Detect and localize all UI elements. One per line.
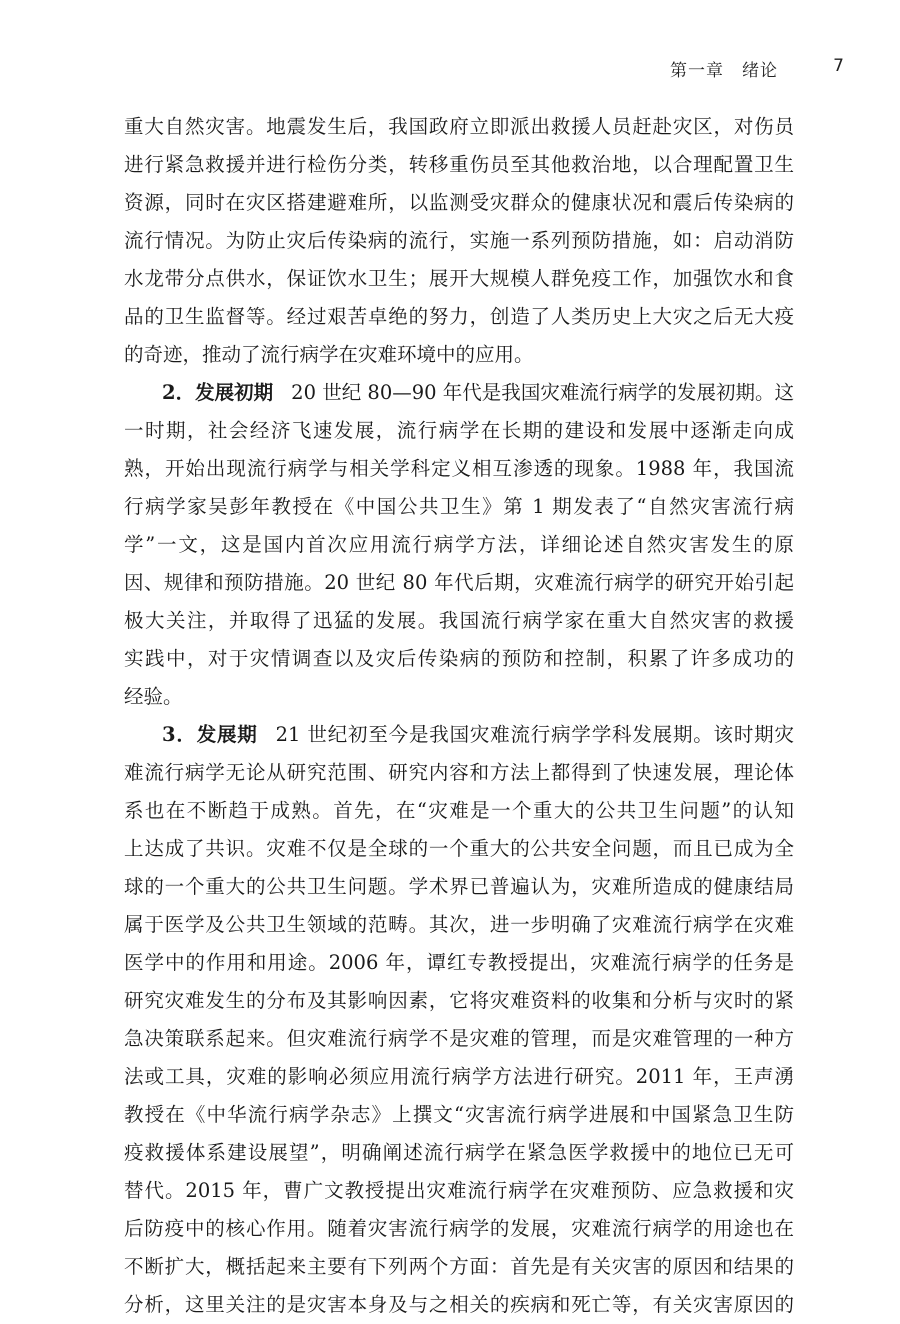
text-line: 急决策联系起来。但灾难流行病学不是灾难的管理，而是灾难管理的一种方 <box>124 1027 794 1050</box>
section-first-line <box>124 716 794 754</box>
text-line: 学”一文，这是国内首次应用流行病学方法，详细论述自然灾害发生的原 <box>124 533 794 556</box>
section-heading: 发展期 <box>196 723 258 746</box>
text-line: 法或工具，灾难的影响必须应用流行病学方法进行研究。2011 年，王声湧 <box>124 1065 794 1088</box>
text-line: 一时期，社会经济飞速发展，流行病学在长期的建设和发展中逐渐走向成 <box>124 419 794 442</box>
text-line: 极大关注，并取得了迅猛的发展。我国流行病学家在重大自然灾害的救援 <box>124 609 794 632</box>
text-line: 球的一个重大的公共卫生问题。学术界已普遍认为，灾难所造成的健康结局 <box>124 875 794 898</box>
section-heading: 发展初期 <box>195 381 274 404</box>
text-line: 流行情况。为防止灾后传染病的流行，实施一系列预防措施，如：启动消防 <box>124 229 794 252</box>
text-line: 进行紧急救援并进行检伤分类，转移重伤员至其他救治地，以合理配置卫生 <box>124 153 794 176</box>
section-number: 3． <box>162 723 197 746</box>
text-run: 20 世纪 80—90 年代是我国灾难流行病学的发展初期。这 <box>291 381 794 404</box>
text-line: 经验。 <box>124 685 183 708</box>
text-line: 不断扩大，概括起来主要有下列两个方面：首先是有关灾害的原因和结果的 <box>124 1255 794 1278</box>
body-text <box>124 108 794 1324</box>
section-first-line <box>124 374 794 412</box>
text-line: 资源，同时在灾区搭建避难所，以监测受灾群众的健康状况和震后传染病的 <box>124 191 794 214</box>
text-line: 上达成了共识。灾难不仅是全球的一个重大的公共安全问题，而且已成为全 <box>124 837 794 860</box>
paragraph-early-development <box>124 374 794 716</box>
text-line: 教授在《中华流行病学杂志》上撰文“灾害流行病学进展和中国紧急卫生防 <box>124 1103 794 1126</box>
text-line: 品的卫生监督等。经过艰苦卓绝的努力，创造了人类历史上大灾之后无大疫 <box>124 305 794 328</box>
text-line: 因、规律和预防措施。20 世纪 80 年代后期，灾难流行病学的研究开始引起 <box>124 571 794 594</box>
text-line: 研究灾难发生的分布及其影响因素，它将灾难资料的收集和分析与灾时的紧 <box>124 989 794 1012</box>
text-line: 疫救援体系建设展望”，明确阐述流行病学在紧急医学救援中的地位已无可 <box>124 1141 794 1164</box>
text-line: 替代。2015 年，曹广文教授提出灾难流行病学在灾难预防、应急救援和灾 <box>124 1179 794 1202</box>
running-head <box>620 56 850 80</box>
text-line: 分析，这里关注的是灾害本身及与之相关的疾病和死亡等，有关灾害原因的 <box>124 1293 794 1316</box>
text-line: 行病学家吴彭年教授在《中国公共卫生》第 1 期发表了“自然灾害流行病 <box>124 495 794 518</box>
chapter-title: 第一章 绪论 <box>670 61 778 81</box>
paragraph-continuation <box>124 108 794 374</box>
text-line: 难流行病学无论从研究范围、研究内容和方法上都得到了快速发展，理论体 <box>124 761 794 784</box>
text-line: 水龙带分点供水，保证饮水卫生；展开大规模人群免疫工作，加强饮水和食 <box>124 267 794 290</box>
page-number: 7 <box>833 56 844 76</box>
text-line: 的奇迹，推动了流行病学在灾难环境中的应用。 <box>124 343 534 366</box>
text-run: 21 世纪初至今是我国灾难流行病学学科发展期。该时期灾 <box>275 723 794 746</box>
text-line: 属于医学及公共卫生领域的范畴。其次，进一步明确了灾难流行病学在灾难 <box>124 913 794 936</box>
text-line: 熟，开始出现流行病学与相关学科定义相互渗透的现象。1988 年，我国流 <box>124 457 794 480</box>
text-line: 系也在不断趋于成熟。首先，在“灾难是一个重大的公共卫生问题”的认知 <box>124 799 794 822</box>
text-line: 重大自然灾害。地震发生后，我国政府立即派出救援人员赶赴灾区，对伤员 <box>124 115 794 138</box>
text-line: 实践中，对于灾情调查以及灾后传染病的预防和控制，积累了许多成功的 <box>124 647 794 670</box>
paragraph-development <box>124 716 794 1324</box>
text-line: 医学中的作用和用途。2006 年，谭红专教授提出，灾难流行病学的任务是 <box>124 951 794 974</box>
text-line: 后防疫中的核心作用。随着灾害流行病学的发展，灾难流行病学的用途也在 <box>124 1217 794 1240</box>
section-number: 2． <box>162 381 196 404</box>
